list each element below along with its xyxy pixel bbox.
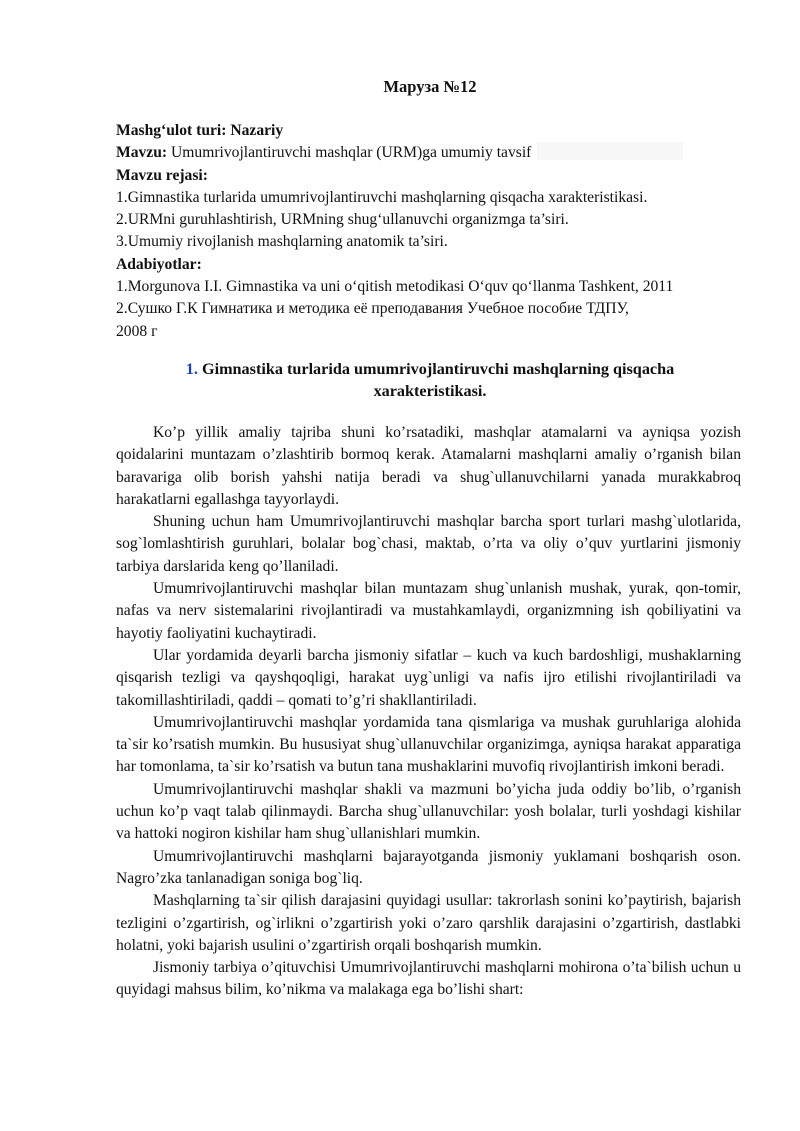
literature-item: 2008 г — [116, 322, 158, 340]
topic-text: Umumrivojlantiruvchi mashqlar (URM)ga umumiy tavsif — [171, 144, 532, 162]
literature-item: 1.Morgunova I.I. Gimnastika va uni o‘qitish metodikasi O‘quv qo‘llanma Tashkent, 2011 — [116, 278, 674, 296]
literature-item: 2.Сушко Г.К Гимнатика и методика её преподавания Учебное пособие ТДПУ, — [116, 300, 629, 318]
topic-highlight-area — [537, 142, 683, 160]
literature-label: Adabiyotlar: — [116, 255, 202, 273]
plan-item: 3.Umumiy rivojlanish mashqlarning anatomik ta’siri. — [116, 233, 448, 251]
plan-item: 1.Gimnastika turlarida umumrivojlantiruvchi mashqlarning qisqacha xarakteristikasi. — [116, 188, 648, 206]
lecture-title: Маруза №12 — [383, 77, 477, 96]
paragraph: Umumrivojlantiruvchi mashqlar shakli va mazmuni bo’yicha juda oddiy bo’lib, o’rganish uchun ko’p vaqt talab qilinmaydi. Barcha shug`ullanuvchilar: yosh bolalar, turli yoshdagi kishilar va hattoki nogiron kishilar ham shug`ullanishlari mumkin. — [116, 780, 741, 843]
body-text — [116, 422, 741, 1002]
topic-line — [116, 142, 746, 164]
session-type: Mashg‘ulot turi: Nazariy — [116, 122, 284, 139]
section-heading-line1 — [120, 358, 740, 380]
section-number: 1. — [185, 360, 198, 378]
plan-item: 2.URMni guruhlashtirish, URMning shug‘ullanuvchi organizmga ta’siri. — [116, 211, 569, 229]
section-title-part2: xarakteristikasi. — [373, 382, 487, 401]
paragraph: Ular yordamida deyarli barcha jismoniy sifatlar – kuch va kuch bardoshligi, mushaklarning qisqarish tezligi va qayshqoqligi, harakat uyg`unligi va nafis ijro etilishi rivojlantiriladi va takomillashtiriladi, qaddi – qomati to’g’ri shakllantiriladi. — [116, 646, 741, 709]
topic-label: Mavzu: — [116, 144, 168, 162]
paragraph: Ko’p yillik amaliy tajriba shuni ko’rsatadiki, mashqlar atamalarni va ayniqsa yozish qoidalarini muntazam o’zlashtirib bormoq kerak. Atamalarni mashqlarni amaliy o’rganish bilan baravariga olib borish yahshi natija beradi va shug`ullanuvchilarni yanada murakkabroq harakatlarni egallashga tayyorlaydi. — [116, 424, 741, 508]
paragraph: Mashqlarning ta`sir qilish darajasini quyidagi usullar: takrorlash sonini ko’paytirish, bajarish tezligini o’zgartirish, og`irlikni o’zgartirish yoki o’zaro qarshlik darajasini o’zgartirish, dastlabki holatni, yoki bajarish usulini o’zgartirish orqali boshqarish mumkin. — [116, 892, 741, 954]
section-title-part1: Gimnastika turlarida umumrivojlantiruvchi mashqlarning qisqacha — [201, 360, 675, 378]
paragraph: Umumrivojlantiruvchi mashqlar bilan muntazam shug`unlanish mushak, yurak, qon-tomir, nafas va nerv sistemalarini rivojlantiradi va mustahkamlaydi, organizmning ish qobiliyatini va hayotiy faoliyatini kuchaytiradi. — [116, 580, 741, 642]
plan-label: Mavzu rejasi: — [116, 166, 208, 184]
paragraph: Jismoniy tarbiya o’qituvchisi Umumrivojlantiruvchi mashqlarni mohirona o’ta`bilish uchun u quyidagi mahsus bilim, ko’nikma va malakaga ega bo’lishi shart: — [116, 959, 741, 999]
paragraph: Umumrivojlantiruvchi mashqlar yordamida tana qismlariga va mushak guruhlariga alohida ta`sir ko’rsatish mumkin. Bu hususiyat shug`ullanuvchilar organizimga, ayniqsa harakat apparatiga har tomonlama, ta`sir ko’rsatish va butun tana mushaklarini muvofiq rivojlantirish imkoni beradi. — [116, 713, 741, 776]
paragraph: Shuning uchun ham Umumrivojlantiruvchi mashqlar barcha sport turlari mashg`ulotlarida, sog`lomlashtirish guruhlari, bolalar bog`chasi, maktab, o’rta va oliy o’quv yurtlarini jismoniy tarbiya darslarida keng qo’llaniladi. — [116, 513, 741, 575]
paragraph: Umumrivojlantiruvchi mashqlarni bajarayotganda jismoniy yuklamani boshqarish oson. Nagro’zka tanlanadigan soniga bog`liq. — [116, 847, 741, 887]
document-header — [116, 120, 746, 343]
section-heading — [120, 358, 740, 403]
